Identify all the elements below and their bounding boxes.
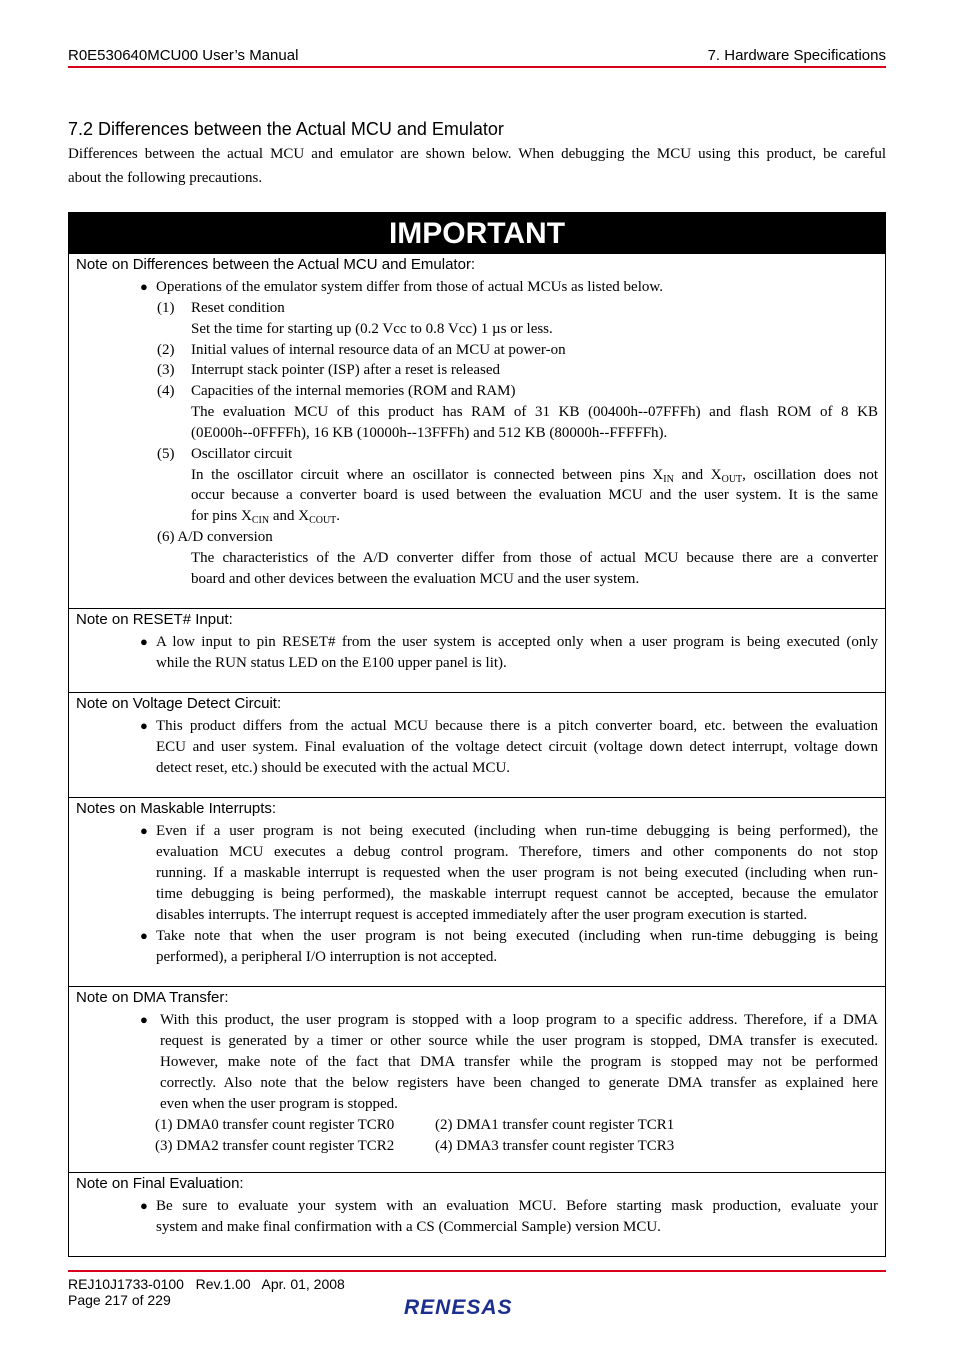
item-number: (5): [157, 446, 175, 462]
note-text: correctly. Also note that the below registers have been changed to generate DMA transfer as explained here: [160, 1075, 878, 1091]
note-title: Note on Differences between the Actual MCU and Emulator:: [76, 256, 476, 273]
note-text: ECU and user system. Final evaluation of the voltage detect circuit (voltage down detect interrupt, voltage down: [156, 739, 878, 755]
note-differences: [69, 253, 885, 609]
item-title: Reset condition: [191, 300, 285, 316]
note-text: This product differs from the actual MCU because there is a pitch converter board, etc. between the evaluation: [156, 718, 878, 734]
item-title: Interrupt stack pointer (ISP) after a reset is released: [191, 362, 501, 378]
item-body: board and other devices between the evaluation MCU and the user system.: [191, 571, 640, 587]
bullet-icon: ●: [140, 279, 148, 294]
note-text: disables interrupts. The interrupt request is accepted immediately after the user program execution is started.: [156, 907, 808, 923]
bullet-icon: ●: [140, 718, 148, 733]
note-text: Even if a user program is not being executed (including when run-time debugging is being performed), the: [156, 823, 878, 839]
note-text: detect reset, etc.) should be executed with the actual MCU.: [156, 760, 511, 776]
register-item: (1) DMA0 transfer count register TCR0: [155, 1117, 395, 1133]
intro-line-2: about the following precautions.: [68, 170, 263, 186]
bullet-icon: ●: [140, 928, 148, 943]
note-text: A low input to pin RESET# from the user system is accepted only when a user program is being executed (only: [156, 634, 878, 650]
note-title: Notes on Maskable Interrupts:: [76, 800, 277, 817]
item-number: (3): [157, 362, 175, 378]
item-body: (0E000h--0FFFFh), 16 KB (10000h--13FFFh) and 512 KB (80000h--FFFFFh).: [191, 425, 668, 441]
item-body: The evaluation MCU of this product has RAM of 31 KB (00400h--07FFFh) and flash ROM of 8 KB: [191, 404, 878, 420]
item-title: (6) A/D conversion: [157, 529, 273, 545]
note-text: With this product, the user program is stopped with a loop program to a specific address. Therefore, if a DMA: [160, 1012, 878, 1028]
important-banner: IMPORTANT: [69, 213, 885, 253]
note-text: Take note that when the user program is not being executed (including when run-time debugging is being: [156, 928, 878, 944]
bullet-icon: ●: [140, 1012, 148, 1027]
note-text: system and make final confirmation with a CS (Commercial Sample) version MCU.: [156, 1219, 661, 1235]
item-body: occur because a converter board is used between the evaluation MCU and the user system. It is the same: [191, 487, 878, 503]
note-title: Note on RESET# Input:: [76, 611, 233, 628]
bullet-icon: ●: [140, 634, 148, 649]
note-text: However, make note of the fact that DMA transfer while the program is stopped may not be performed: [160, 1054, 878, 1070]
item-number: (4): [157, 383, 175, 399]
note-text: request is generated by a timer or other source while the user program is stopped, DMA transfer is executed.: [160, 1033, 878, 1049]
note-text: performed), a peripheral I/O interruption is not accepted.: [156, 949, 498, 965]
item-body: for pins $X_{CIN}$ and $X_{COUT}$.: [191, 508, 341, 526]
note-text: even when the user program is stopped.: [160, 1096, 398, 1112]
item-body: In the oscillator circuit where an oscillator is connected between pins $X_{IN}$ and $X_{OUT}$, oscillation does not: [191, 467, 879, 485]
note-maskable-interrupts: [69, 797, 885, 987]
page-number: Page 217 of 229: [68, 1292, 171, 1308]
note-final-evaluation: [69, 1172, 885, 1256]
note-text: while the RUN status LED on the E100 upper panel is lit).: [156, 655, 507, 671]
note-text: running. If a maskable interrupt is requested when the user program is not being executed (including when run-: [156, 865, 878, 881]
renesas-logo: [402, 1294, 552, 1323]
register-item: (3) DMA2 transfer count register TCR2: [155, 1138, 395, 1154]
note-title: Note on Voltage Detect Circuit:: [76, 695, 282, 712]
item-body: The characteristics of the A/D converter differ from those of actual MCU because there are a converter: [191, 550, 878, 566]
manual-title: R0E530640MCU00 User’s Manual: [68, 47, 299, 64]
note-text: Be sure to evaluate your system with an evaluation MCU. Before starting mask production, evaluate your: [156, 1198, 878, 1214]
item-title: Capacities of the internal memories (ROM and RAM): [191, 383, 516, 399]
note-text: Operations of the emulator system differ from those of actual MCUs as listed below.: [156, 279, 663, 295]
page-header: [68, 47, 886, 68]
register-item: (2) DMA1 transfer count register TCR1: [435, 1117, 675, 1133]
chapter-title: 7. Hardware Specifications: [707, 47, 886, 64]
logo-text: RENESAS: [404, 1296, 513, 1318]
intro-line-1: Differences between the actual MCU and emulator are shown below. When debugging the MCU using this product, be careful: [68, 146, 886, 162]
section-heading: 7.2 Differences between the Actual MCU and Emulator: [68, 119, 504, 139]
note-reset-input: [69, 608, 885, 693]
bullet-icon: ●: [140, 823, 148, 838]
important-box: [68, 212, 886, 1257]
item-number: (1): [157, 300, 175, 316]
note-title: Note on Final Evaluation:: [76, 1175, 244, 1192]
footer-rule: [68, 1270, 886, 1272]
note-voltage-detect: [69, 692, 885, 798]
register-item: (4) DMA3 transfer count register TCR3: [435, 1138, 675, 1154]
document-number: REJ10J1733-0100 Rev.1.00 Apr. 01, 2008: [68, 1276, 345, 1292]
note-title: Note on DMA Transfer:: [76, 989, 229, 1006]
section-intro: [68, 142, 886, 190]
item-title: Oscillator circuit: [191, 446, 293, 462]
note-text: evaluation MCU executes a debug control program. Therefore, timers and other components do not stop: [156, 844, 878, 860]
bullet-icon: ●: [140, 1198, 148, 1213]
item-body: Set the time for starting up (0.2 Vcc to 0.8 Vcc) 1 µs or less.: [191, 321, 553, 337]
note-dma-transfer: [69, 986, 885, 1173]
item-title: Initial values of internal resource data of an MCU at power-on: [191, 342, 566, 358]
note-text: time debugging is being performed), the maskable interrupt request cannot be accepted, because the emulator: [156, 886, 878, 902]
item-number: (2): [157, 342, 175, 358]
